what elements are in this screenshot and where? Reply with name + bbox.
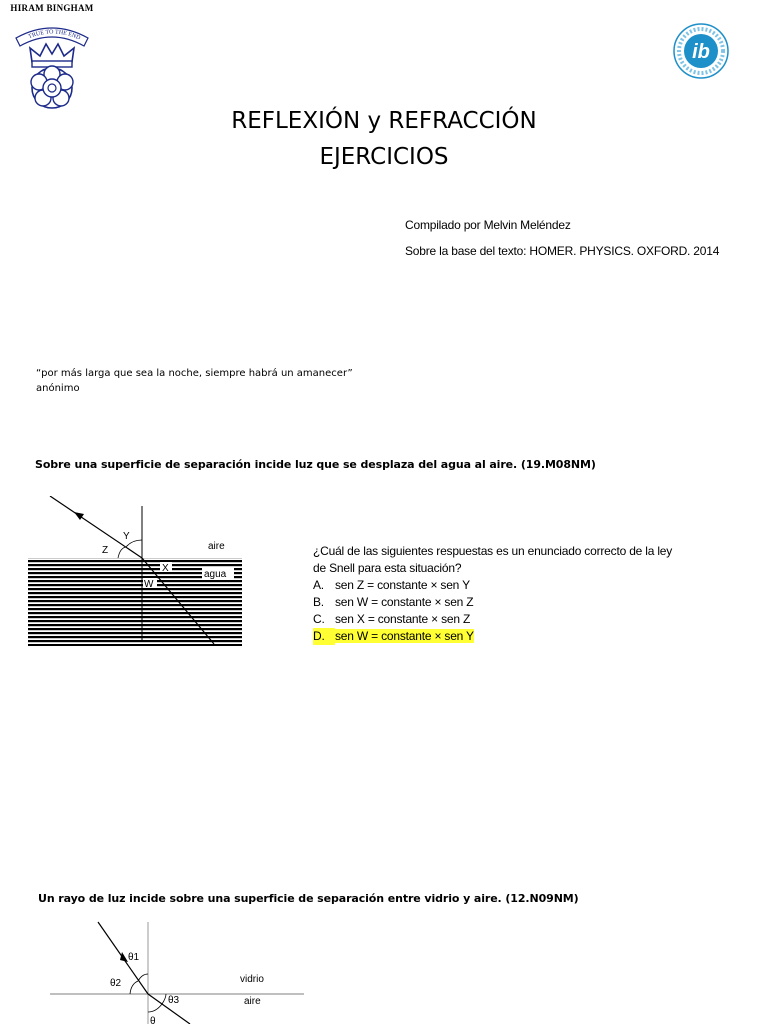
theta2-label: θ2 — [110, 978, 122, 989]
school-logo — [0, 0, 104, 116]
angle-x-label: X — [162, 563, 169, 574]
angle-y-label: Y — [123, 531, 130, 542]
page-title-line1: REFLEXIÓN y REFRACCIÓN — [231, 108, 537, 134]
option-text: sen W = constante × sen Y — [335, 629, 474, 643]
question1-diagram — [28, 496, 246, 648]
angle-z-label: Z — [102, 545, 109, 556]
option-text: sen W = constante × sen Z — [335, 595, 474, 609]
option-letter: B. — [313, 595, 324, 609]
angle-w-label: W — [144, 579, 154, 590]
compiled-by: Compilado por Melvin Meléndez — [405, 218, 571, 232]
quote-author: anónimo — [36, 383, 80, 394]
question1-title: Sobre una superficie de separación incide luz que se desplaza del agua al aire. (19.M08NM) — [35, 458, 596, 471]
question1-body — [313, 543, 713, 645]
question2-title: Un rayo de luz incide sobre una superficie de separación entre vidrio y aire. (12.N09NM) — [38, 892, 579, 905]
school-name: HIRAM BINGHAM — [10, 3, 94, 13]
option-b[interactable] — [313, 594, 713, 611]
page-title-line2: EJERCICIOS — [319, 144, 449, 170]
option-text: sen Z = constante × sen Y — [335, 578, 470, 592]
option-d[interactable] — [313, 628, 713, 645]
label-air: aire — [208, 541, 225, 552]
ib-logo-text: ib — [692, 41, 710, 63]
source-text: Sobre la base del texto: HOMER. PHYSICS. OXFORD. 2014 — [405, 244, 720, 258]
theta4-label: θ — [150, 1016, 156, 1024]
option-a[interactable] — [313, 577, 713, 594]
crest-motto: TRUE TO THE END — [27, 29, 82, 42]
option-c[interactable] — [313, 611, 713, 628]
option-letter: A. — [313, 578, 324, 592]
label-glass: vidrio — [240, 974, 264, 985]
question1-prompt-line1: ¿Cuál de las siguientes respuestas es un enunciado correcto de la ley — [313, 544, 673, 558]
quote-text: “por más larga que sea la noche, siempre habrá un amanecer” — [36, 368, 353, 379]
incident-ray — [50, 496, 142, 558]
question2-diagram — [50, 918, 306, 1024]
question1-prompt-line2: de Snell para esta situación? — [313, 561, 462, 575]
label-water: agua — [204, 569, 227, 580]
label-air: aire — [244, 996, 261, 1007]
theta3-label: θ3 — [168, 995, 180, 1006]
crest-icon — [8, 14, 96, 112]
theta1-label: θ1 — [128, 952, 140, 963]
option-text: sen X = constante × sen Z — [335, 612, 471, 626]
ib-logo-icon — [672, 22, 730, 80]
option-letter: D. — [313, 628, 335, 645]
option-letter: C. — [313, 612, 325, 626]
